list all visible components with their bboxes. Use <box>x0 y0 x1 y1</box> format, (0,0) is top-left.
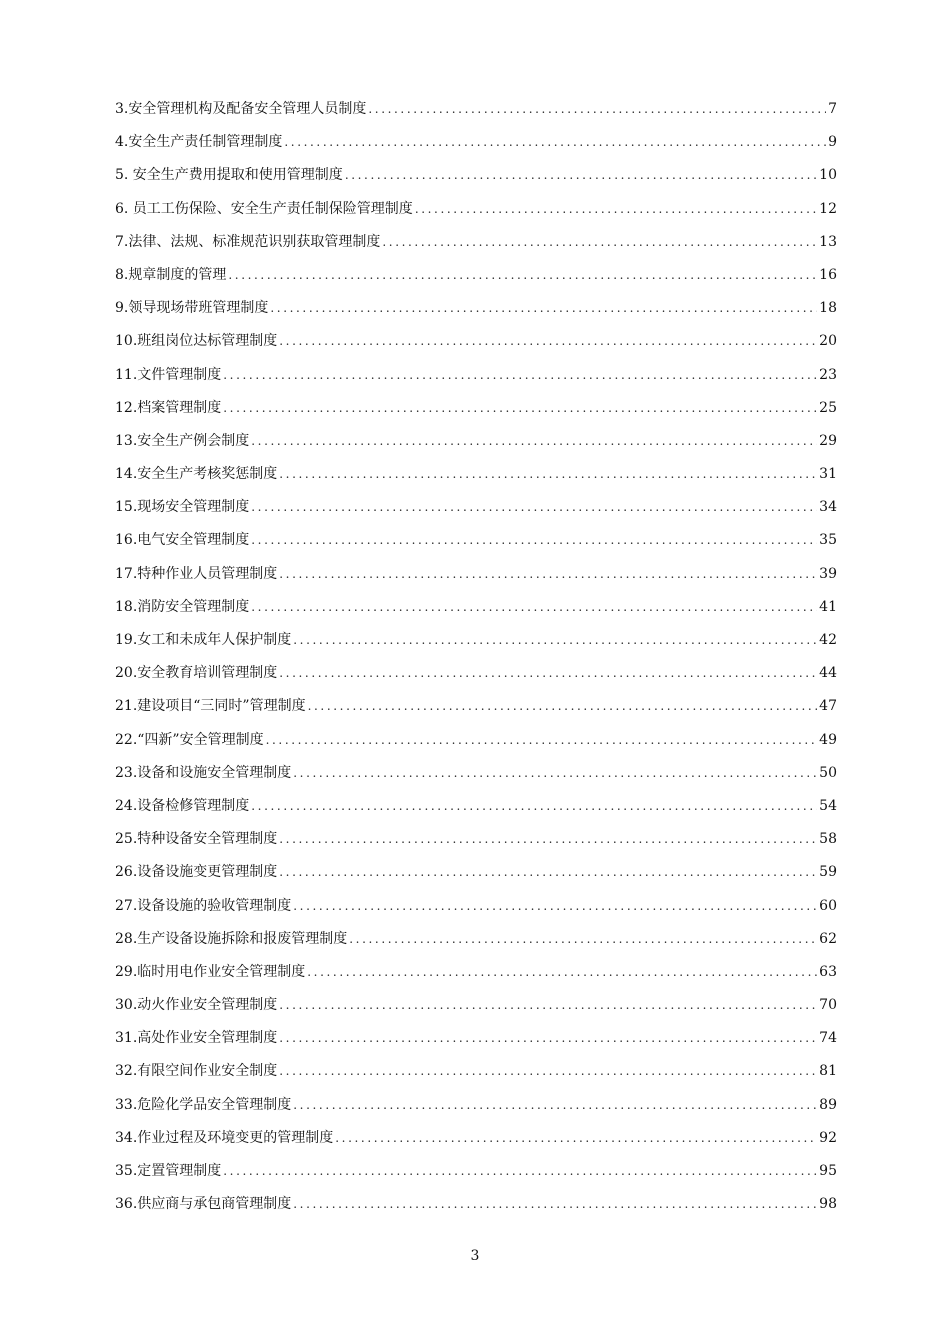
toc-entry[interactable] <box>115 96 837 129</box>
toc-dot-leader <box>382 229 817 255</box>
toc-entry-title: 9.领导现场带班管理制度 <box>115 300 269 317</box>
toc-entry-page-number: 54 <box>819 797 837 814</box>
toc-dot-leader <box>251 494 817 520</box>
toc-entry-page-number: 31 <box>819 466 837 483</box>
toc-entry-page-number: 95 <box>819 1163 837 1179</box>
toc-entry[interactable] <box>115 1058 837 1091</box>
toc-entry-page-number: 74 <box>819 1030 837 1047</box>
toc-entry-title: 20.安全教育培训管理制度 <box>115 665 278 682</box>
toc-entry-title: 21.建设项目“三同时”管理制度 <box>115 698 306 715</box>
toc-entry-page-number: 60 <box>819 897 837 914</box>
toc-entry-page-number: 9 <box>828 134 837 151</box>
toc-dot-leader <box>307 959 817 985</box>
toc-entry-title: 35.定置管理制度 <box>115 1163 222 1179</box>
toc-dot-leader <box>251 428 817 454</box>
toc-entry-title: 5. 安全生产费用提取和使用管理制度 <box>115 167 343 184</box>
toc-entry-page-number: 13 <box>819 233 837 250</box>
toc-entry-title: 6. 员工工伤保险、安全生产责任制保险管理制度 <box>115 200 413 217</box>
toc-entry-page-number: 10 <box>819 167 837 184</box>
toc-entry[interactable] <box>115 162 837 195</box>
toc-entry[interactable] <box>115 893 837 926</box>
toc-entry-page-number: 58 <box>819 831 837 848</box>
toc-dot-leader <box>335 1125 817 1151</box>
toc-entry-page-number: 34 <box>819 499 837 516</box>
toc-entry[interactable] <box>115 992 837 1025</box>
toc-dot-leader <box>223 1158 817 1184</box>
toc-entry[interactable] <box>115 428 837 461</box>
toc-entry-page-number: 89 <box>819 1096 837 1113</box>
toc-dot-leader <box>279 826 817 852</box>
toc-dot-leader <box>293 1092 817 1118</box>
toc-entry-page-number: 12 <box>819 200 837 217</box>
toc-entry-title: 26.设备设施变更管理制度 <box>115 864 278 881</box>
toc-entry[interactable] <box>115 328 837 361</box>
toc-entry-title: 7.法律、法规、标准规范识别获取管理制度 <box>115 233 381 250</box>
toc-entry-title: 19.女工和未成年人保护制度 <box>115 632 292 648</box>
toc-dot-leader <box>279 328 817 354</box>
toc-entry-title: 31.高处作业安全管理制度 <box>115 1030 278 1047</box>
toc-entry-title: 11.文件管理制度 <box>115 366 222 383</box>
toc-dot-leader <box>270 295 817 321</box>
toc-entry-page-number: 49 <box>819 731 837 748</box>
toc-entry[interactable] <box>115 926 837 959</box>
toc-entry-page-number: 16 <box>819 266 837 283</box>
toc-entry-title: 28.生产设备设施拆除和报废管理制度 <box>115 930 348 947</box>
toc-dot-leader <box>349 926 817 952</box>
toc-entry[interactable] <box>115 362 837 395</box>
toc-dot-leader <box>279 561 817 587</box>
toc-entry-title: 15.现场安全管理制度 <box>115 499 250 516</box>
toc-entry[interactable] <box>115 461 837 494</box>
page-number: 3 <box>470 1248 480 1264</box>
toc-entry-title: 30.动火作业安全管理制度 <box>115 997 278 1014</box>
toc-entry-title: 4.安全生产责任制管理制度 <box>115 134 283 151</box>
toc-entry-page-number: 59 <box>819 864 837 881</box>
toc-entry[interactable] <box>115 627 837 660</box>
toc-entry-title: 14.安全生产考核奖惩制度 <box>115 466 278 483</box>
toc-entry-page-number: 62 <box>819 930 837 947</box>
toc-entry-page-number: 29 <box>819 432 837 449</box>
toc-dot-leader <box>279 660 817 686</box>
toc-dot-leader <box>279 1058 817 1084</box>
toc-dot-leader <box>251 793 817 819</box>
toc-entry-page-number: 42 <box>819 632 837 648</box>
toc-entry-page-number: 70 <box>819 997 837 1014</box>
toc-dot-leader <box>368 96 826 122</box>
toc-entry[interactable] <box>115 561 837 594</box>
toc-entry[interactable] <box>115 760 837 793</box>
toc-entry-title: 12.档案管理制度 <box>115 399 222 416</box>
toc-entry-title: 17.特种作业人员管理制度 <box>115 565 278 582</box>
toc-entry-page-number: 41 <box>819 598 837 615</box>
toc-entry-page-number: 20 <box>819 333 837 350</box>
toc-entry[interactable] <box>115 594 837 627</box>
toc-dot-leader <box>284 129 826 155</box>
table-of-contents <box>115 96 837 1224</box>
toc-entry[interactable] <box>115 859 837 892</box>
toc-entry-page-number: 92 <box>819 1129 837 1146</box>
toc-entry[interactable] <box>115 196 837 229</box>
toc-dot-leader <box>345 162 817 188</box>
toc-dot-leader <box>223 362 817 388</box>
toc-entry-page-number: 35 <box>819 532 837 549</box>
toc-entry-page-number: 25 <box>819 399 837 416</box>
toc-entry[interactable] <box>115 1025 837 1058</box>
toc-entry[interactable] <box>115 1125 837 1158</box>
toc-dot-leader <box>279 859 817 885</box>
toc-entry-title: 25.特种设备安全管理制度 <box>115 831 278 848</box>
toc-entry-title: 18.消防安全管理制度 <box>115 598 250 615</box>
toc-entry[interactable] <box>115 727 837 760</box>
toc-entry[interactable] <box>115 660 837 693</box>
toc-entry-page-number: 98 <box>819 1196 837 1213</box>
toc-entry-title: 24.设备检修管理制度 <box>115 797 250 814</box>
toc-entry-title: 36.供应商与承包商管理制度 <box>115 1196 292 1213</box>
toc-entry-title: 29.临时用电作业安全管理制度 <box>115 963 306 980</box>
toc-entry-page-number: 39 <box>819 565 837 582</box>
toc-entry[interactable] <box>115 793 837 826</box>
toc-dot-leader <box>266 727 818 753</box>
toc-dot-leader <box>293 760 817 786</box>
toc-entry-title: 33.危险化学品安全管理制度 <box>115 1096 292 1113</box>
toc-entry-title: 8.规章制度的管理 <box>115 266 227 283</box>
toc-entry-title: 13.安全生产例会制度 <box>115 432 250 449</box>
toc-dot-leader <box>228 262 817 288</box>
toc-entry[interactable] <box>115 959 837 992</box>
toc-entry-title: 32.有限空间作业安全制度 <box>115 1063 278 1080</box>
toc-entry[interactable] <box>115 494 837 527</box>
toc-dot-leader <box>251 594 817 620</box>
toc-entry[interactable] <box>115 229 837 262</box>
toc-entry-title: 16.电气安全管理制度 <box>115 532 250 549</box>
toc-entry[interactable] <box>115 395 837 428</box>
toc-entry[interactable] <box>115 1191 837 1224</box>
toc-entry-page-number: 47 <box>819 698 837 715</box>
toc-entry-title: 34.作业过程及环境变更的管理制度 <box>115 1129 334 1146</box>
toc-dot-leader <box>279 1025 817 1051</box>
toc-entry-page-number: 63 <box>819 963 837 980</box>
toc-entry-title: 23.设备和设施安全管理制度 <box>115 764 292 781</box>
toc-entry[interactable] <box>115 1158 837 1191</box>
toc-dot-leader <box>293 893 817 919</box>
toc-entry-title: 27.设备设施的验收管理制度 <box>115 897 292 914</box>
toc-dot-leader <box>279 992 817 1018</box>
toc-entry[interactable] <box>115 693 837 726</box>
toc-entry-page-number: 18 <box>819 300 837 317</box>
toc-dot-leader <box>415 196 817 222</box>
toc-dot-leader <box>279 461 817 487</box>
toc-dot-leader <box>293 627 817 653</box>
toc-entry-page-number: 81 <box>819 1063 837 1080</box>
toc-entry-page-number: 44 <box>819 665 837 682</box>
toc-entry-page-number: 23 <box>819 366 837 383</box>
toc-dot-leader <box>251 527 817 553</box>
toc-entry[interactable] <box>115 262 837 295</box>
toc-entry[interactable] <box>115 295 837 328</box>
toc-entry[interactable] <box>115 527 837 560</box>
toc-dot-leader <box>308 693 818 719</box>
toc-entry-page-number: 7 <box>828 101 837 117</box>
toc-entry-title: 10.班组岗位达标管理制度 <box>115 333 278 350</box>
toc-entry[interactable] <box>115 826 837 859</box>
toc-entry-title: 22.“四新”安全管理制度 <box>115 731 264 748</box>
toc-dot-leader <box>223 395 817 421</box>
toc-entry[interactable] <box>115 129 837 162</box>
toc-entry-title: 3.安全管理机构及配备安全管理人员制度 <box>115 101 367 117</box>
toc-entry[interactable] <box>115 1092 837 1125</box>
toc-dot-leader <box>293 1191 817 1217</box>
toc-entry-page-number: 50 <box>819 764 837 781</box>
